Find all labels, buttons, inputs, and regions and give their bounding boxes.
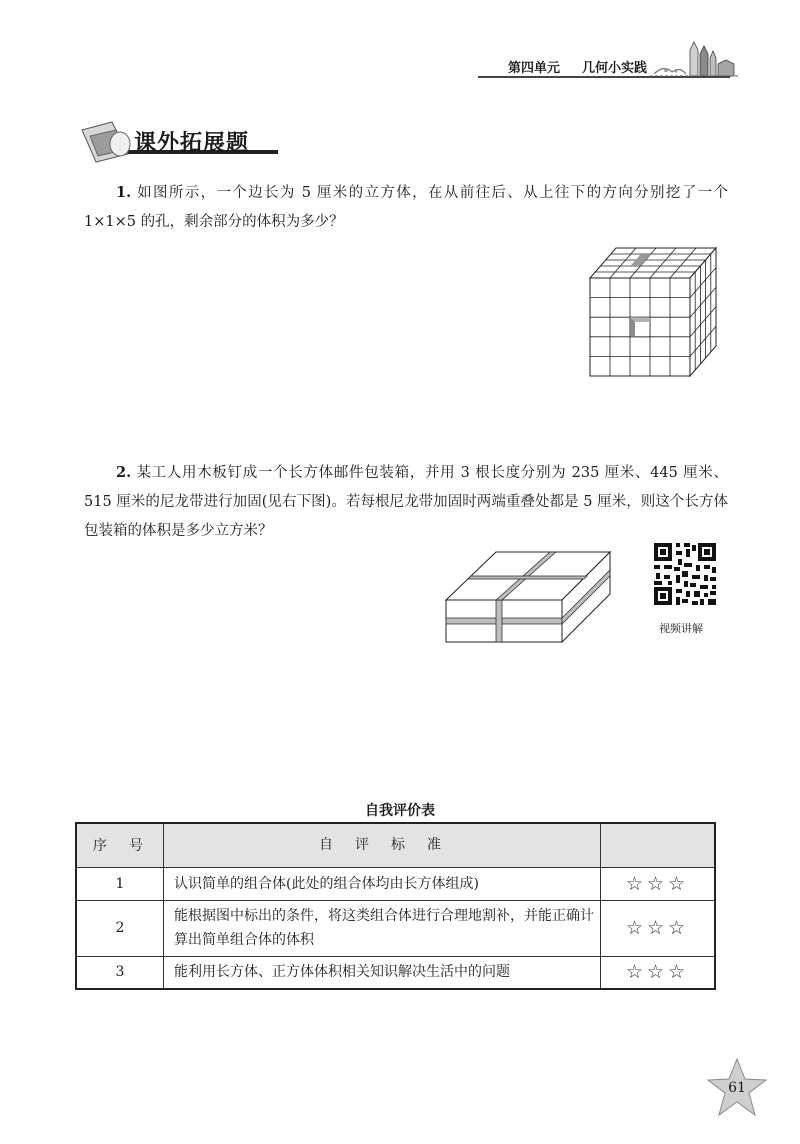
pencils-decoration-icon: [650, 38, 740, 78]
qr-label: 视频讲解: [659, 622, 703, 635]
header-criterion: 自 评 标 准: [164, 823, 601, 867]
star-rating[interactable]: ☆☆☆: [601, 900, 716, 956]
problem-text: 如图所示，一个边长为 5 厘米的立方体，在从前往后、从上往下的方向分别挖了一个 1×1×5 的孔，剩余部分的体积为多少？: [84, 185, 728, 230]
qr-code-icon[interactable]: [652, 541, 718, 607]
header-number: 序 号: [76, 823, 164, 867]
header-title: 几何小实践: [582, 61, 648, 76]
header-stars: [601, 823, 716, 867]
star-rating[interactable]: ☆☆☆: [601, 956, 716, 989]
table-row: [76, 867, 715, 900]
problem-1: [84, 178, 728, 237]
page-number: 61: [728, 1080, 746, 1096]
row-criterion: 认识简单的组合体(此处的组合体均由长方体组成): [164, 867, 601, 900]
row-criterion: 能利用长方体、正方体体积相关知识解决生活中的问题: [164, 956, 601, 989]
problem-2: [84, 458, 728, 546]
row-number: 3: [76, 956, 164, 989]
problem-number: 1.: [116, 184, 132, 201]
row-number: 2: [76, 900, 164, 956]
box-with-straps-figure: [444, 548, 612, 644]
table-title: 自我评价表: [365, 803, 435, 819]
table-row: [76, 956, 715, 989]
self-evaluation-table: [75, 822, 716, 990]
star-rating[interactable]: ☆☆☆: [601, 867, 716, 900]
problem-number: 2.: [116, 464, 132, 481]
header-unit: 第四单元: [508, 61, 561, 76]
row-criterion: 能根据图中标出的条件，将这类组合体进行合理地割补，并能正确计算出简单组合体的体积: [164, 900, 601, 956]
problem-text: 某工人用木板钉成一个长方体邮件包装箱，并用 3 根长度分别为 235 厘米、445 厘米、515 厘米的尼龙带进行加固(见右下图)。若每根尼龙带加固时两端重叠处都是 5 厘米，则这个长方体包装箱的体积是多少立方米？: [84, 465, 728, 539]
table-row: [76, 900, 715, 956]
table-header-row: [76, 823, 715, 867]
section-title: 课外拓展题: [134, 131, 250, 156]
cube-with-holes-figure: [580, 238, 720, 380]
row-number: 1: [76, 867, 164, 900]
